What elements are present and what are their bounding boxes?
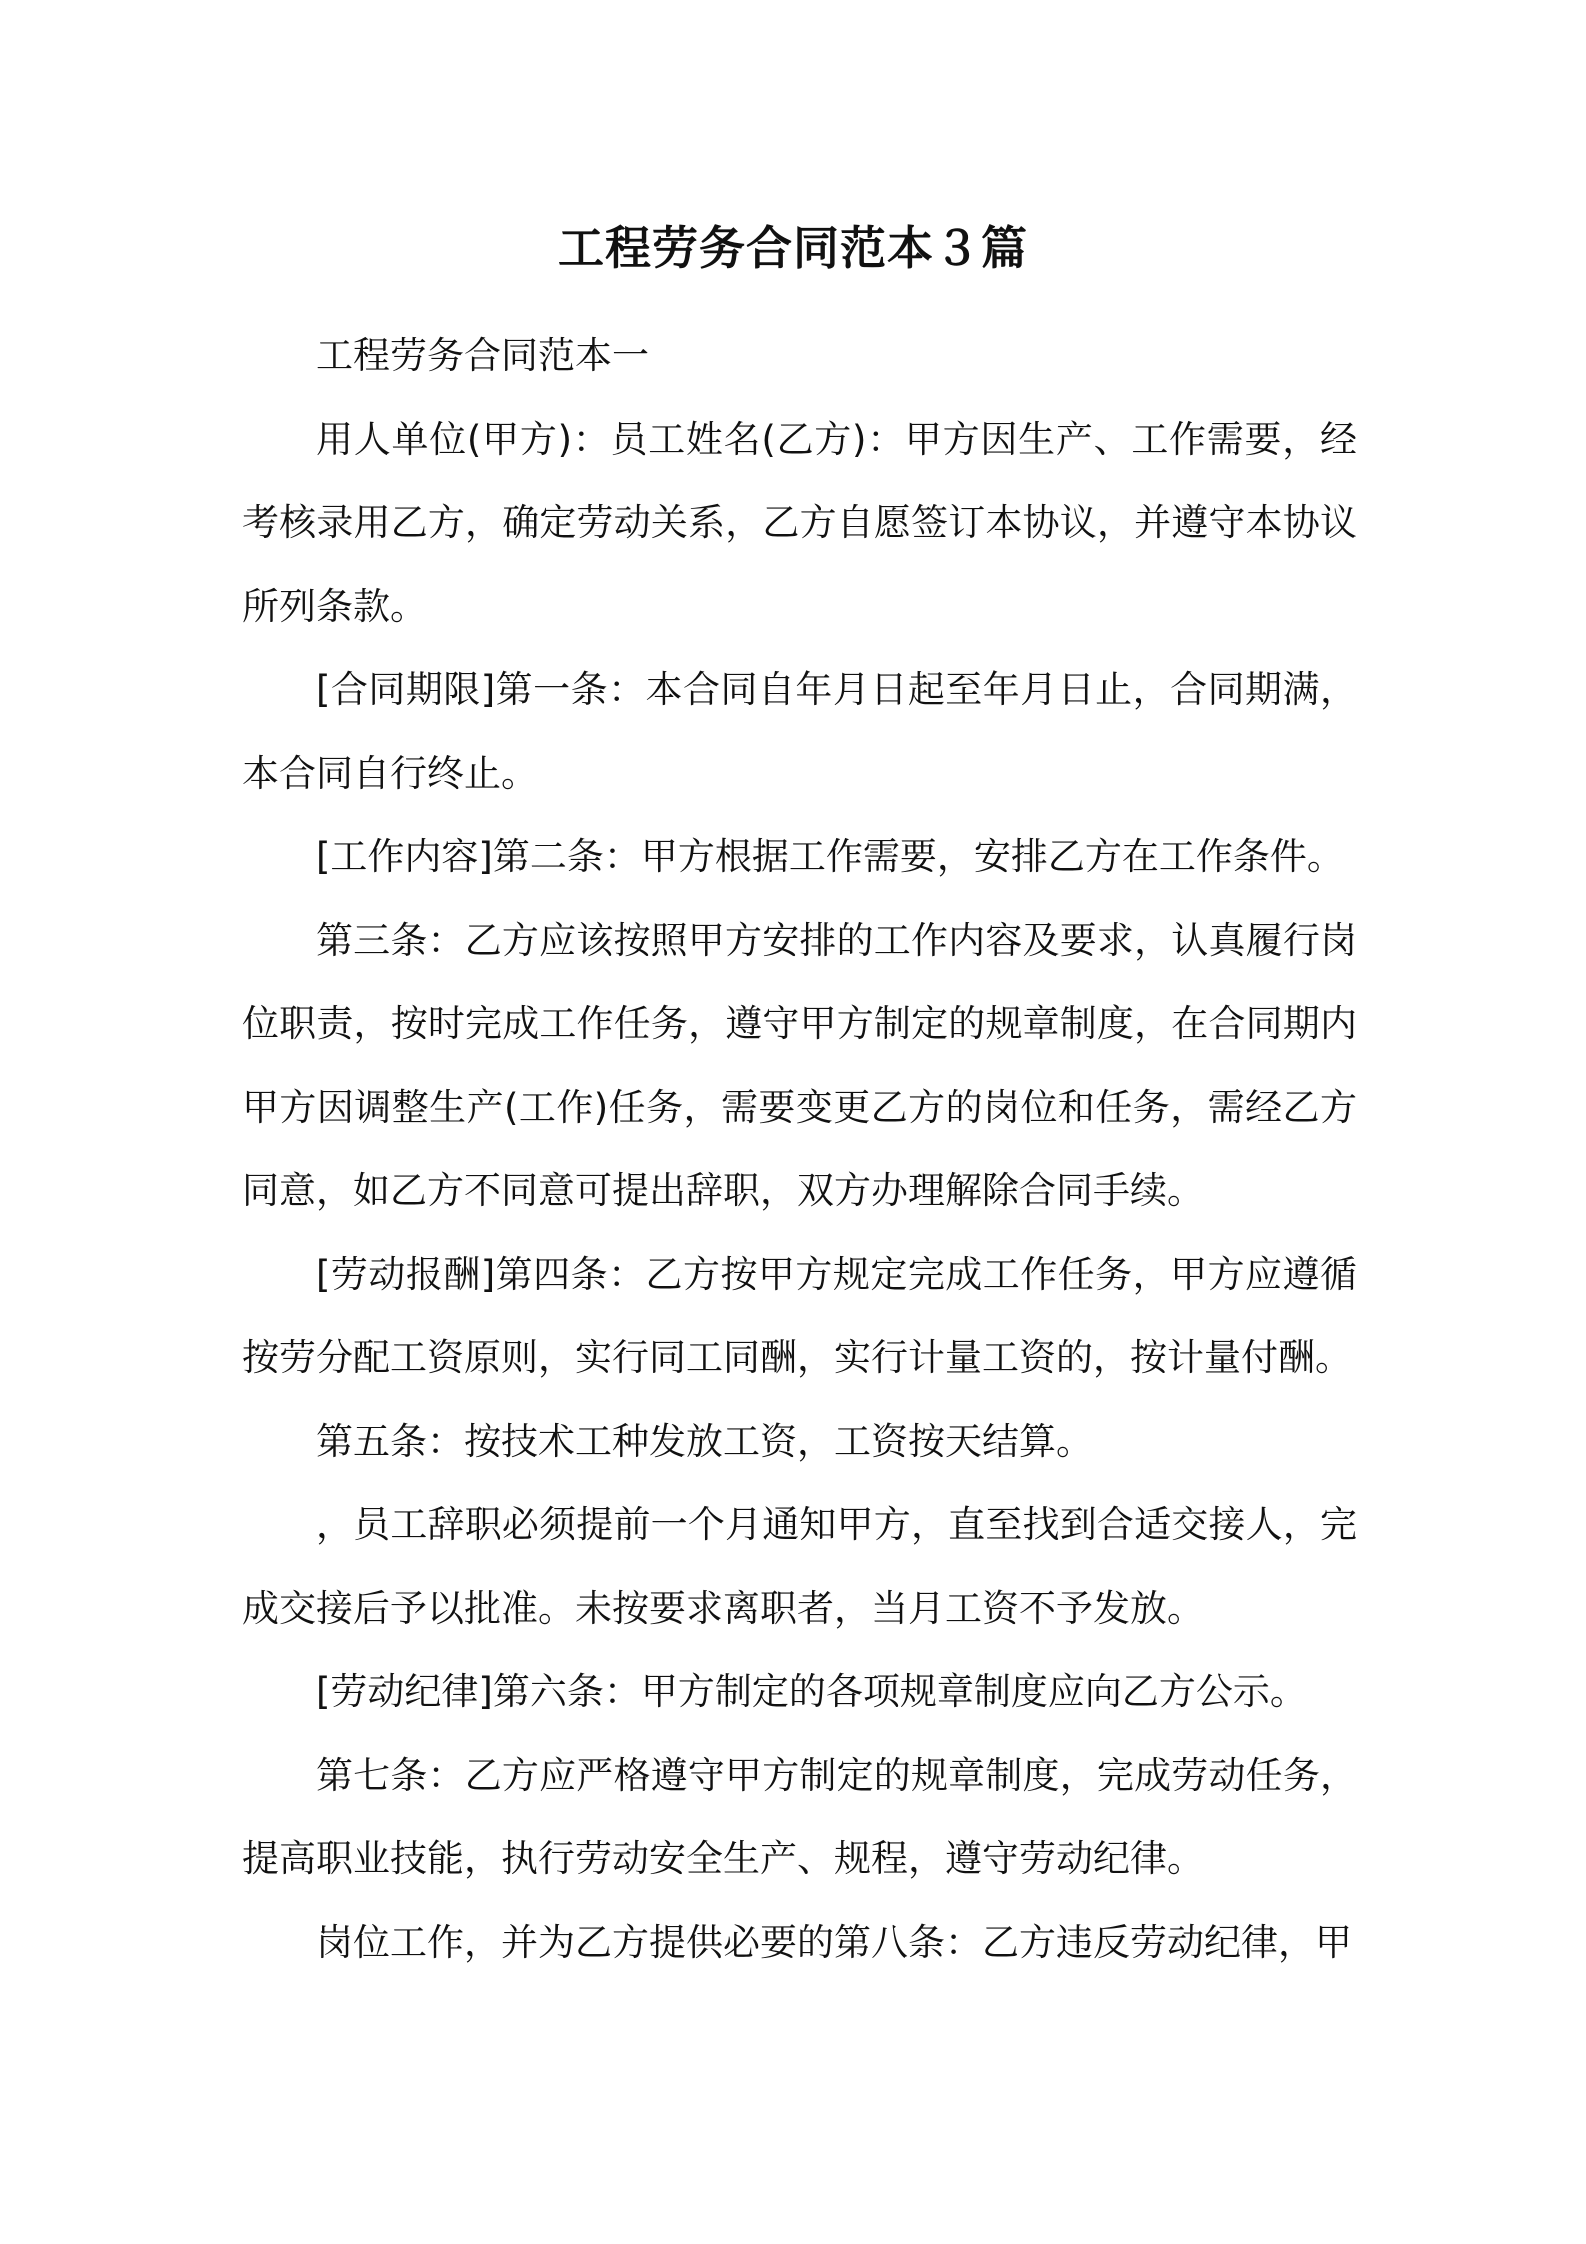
paragraph-article-3: 第三条：乙方应该按照甲方安排的工作内容及要求，认真履行岗位职责，按时完成工作任务，遵守甲方制定的规章制度，在合同期内甲方因调整生产(工作)任务，需要变更乙方的岗位和任务，需经乙方同意，如乙方不同意可提出辞职，双方办理解除合同手续。	[242, 918, 1357, 1212]
paragraph-article-8: 岗位工作，并为乙方提供必要的第八条：乙方违反劳动纪律，甲	[316, 1920, 1352, 1964]
paragraph-article-2: [工作内容]第二条：甲方根据工作需要，安排乙方在工作条件。	[316, 835, 1344, 878]
paragraph-parties: 用人单位(甲方)：员工姓名(乙方)：甲方因生产、工作需要，经考核录用乙方，确定劳动关系，乙方自愿签订本协议，并遵守本协议所列条款。	[242, 417, 1357, 628]
paragraph-article-6: [劳动纪律]第六条：甲方制定的各项规章制度应向乙方公示。	[316, 1670, 1307, 1713]
paragraph-article-7: 第七条：乙方应严格遵守甲方制定的规章制度，完成劳动任务，提高职业技能，执行劳动安全生产、规程，遵守劳动纪律。	[242, 1753, 1357, 1880]
document-body	[242, 314, 1357, 1984]
section-heading: 工程劳务合同范本一	[316, 334, 649, 377]
paragraph-article-1: [合同期限]第一条：本合同自年月日起至年月日止，合同期满，本合同自行终止。	[242, 668, 1357, 795]
document-title: 工程劳务合同范本３篇	[558, 221, 1028, 275]
paragraph-resignation: ，员工辞职必须提前一个月通知甲方，直至找到合适交接人，完成交接后予以批准。未按要求离职者，当月工资不予发放。	[242, 1503, 1357, 1630]
paragraph-article-5: 第五条：按技术工种发放工资，工资按天结算。	[316, 1419, 1093, 1463]
paragraph-article-4: [劳动报酬]第四条：乙方按甲方规定完成工作任务，甲方应遵循按劳分配工资原则，实行同工同酬，实行计量工资的，按计量付酬。	[242, 1252, 1357, 1379]
